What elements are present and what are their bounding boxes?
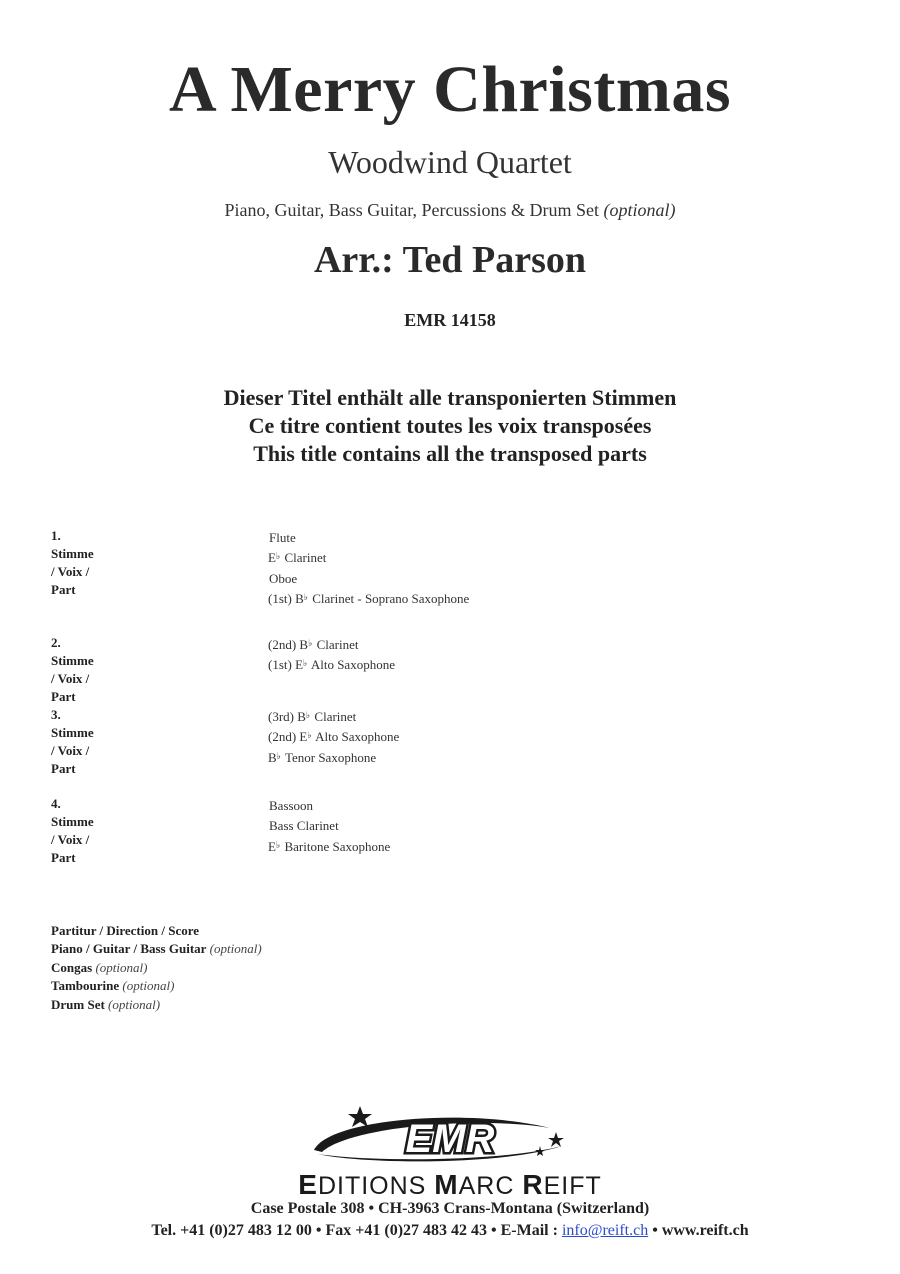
flat-sign-icon: ♭ xyxy=(275,551,281,562)
instrument-item: B♭ Tenor Saxophone xyxy=(268,749,377,765)
part-instruments xyxy=(268,795,390,856)
score-item: Partitur / Direction / Score xyxy=(51,923,200,938)
flat-sign-icon: ♭ xyxy=(305,710,311,720)
instrument-item: (2nd) E♭ Alto Saxophone xyxy=(268,729,400,745)
email-link[interactable]: info@reift.ch xyxy=(561,1222,649,1239)
optional-marker: (optional) xyxy=(603,200,676,220)
instrument-item: E♭ Clarinet xyxy=(268,550,327,566)
score-item: Congas (optional) xyxy=(51,959,148,975)
notice-english: This title contains all the transposed parts xyxy=(253,441,647,466)
instrument-item: (2nd) B♭ Clarinet xyxy=(268,637,359,652)
flat-sign-icon: ♭ xyxy=(276,750,281,761)
contact-phone-fax: Tel. +41 (0)27 483 12 00 • Fax +41 (0)27 483 42 43 • E-Mail : xyxy=(151,1222,562,1239)
score-item: Drum Set (optional) xyxy=(51,996,161,1012)
notice-german: Dieser Titel enthält alle transponierten Stimmen xyxy=(223,385,677,410)
part-label: 3. Stimme / Voix / Part xyxy=(51,707,94,776)
instrument-item: Flute xyxy=(269,530,296,545)
notice-french: Ce titre contient toutes les voix transposées xyxy=(248,413,652,438)
publisher-name: EDITIONS MARC REIFT xyxy=(298,1169,602,1200)
instrument-item: Oboe xyxy=(269,570,298,586)
flat-sign-icon: ♭ xyxy=(308,638,313,648)
flat-sign-icon: ♭ xyxy=(275,839,281,850)
part-label: 4. Stimme / Voix / Part xyxy=(51,796,94,865)
part-instruments xyxy=(268,527,469,608)
catalog-number: EMR 14158 xyxy=(404,310,496,330)
arranger: Arr.: Ted Parson xyxy=(313,239,586,281)
score-parts-list xyxy=(51,922,262,1014)
instrument-item: Bass Clarinet xyxy=(269,818,339,834)
emr-logo-icon xyxy=(300,1106,600,1170)
instrument-item: (1st) E♭ Alto Saxophone xyxy=(268,657,395,673)
score-item: Piano / Guitar / Bass Guitar (optional) xyxy=(51,941,262,957)
part-label: 1. Stimme / Voix / Part xyxy=(51,528,94,597)
website: • www.reift.ch xyxy=(648,1222,749,1239)
star-icon xyxy=(348,1106,372,1127)
part-label: 2. Stimme / Voix / Part xyxy=(51,635,94,704)
optional-instruments-text: Piano, Guitar, Bass Guitar, Percussions & Drum Set xyxy=(224,200,600,220)
part-instruments xyxy=(268,634,395,675)
instrument-item: E♭ Baritone Saxophone xyxy=(268,838,391,854)
instrument-item: (1st) B♭ Clarinet - Soprano Saxophone xyxy=(268,590,470,606)
publisher-contact xyxy=(0,1220,900,1242)
star-icon xyxy=(548,1132,564,1147)
instrument-item: (3rd) B♭ Clarinet xyxy=(268,709,357,724)
part-instruments xyxy=(268,706,399,767)
logo-text: EMR xyxy=(405,1117,495,1161)
star-icon xyxy=(535,1146,545,1156)
ensemble-subtitle: Woodwind Quartet xyxy=(328,144,572,180)
optional-instruments-line xyxy=(0,198,900,222)
transposed-parts-notice xyxy=(0,384,900,468)
flat-sign-icon: ♭ xyxy=(307,730,312,741)
flat-sign-icon: ♭ xyxy=(303,658,308,669)
instrument-item: Bassoon xyxy=(269,798,314,813)
flat-sign-icon: ♭ xyxy=(303,591,308,602)
page-title: A Merry Christmas xyxy=(168,53,732,126)
publisher-address: Case Postale 308 • CH-3963 Crans-Montana (Switzerland) xyxy=(250,1200,650,1217)
score-item: Tambourine (optional) xyxy=(51,978,175,994)
